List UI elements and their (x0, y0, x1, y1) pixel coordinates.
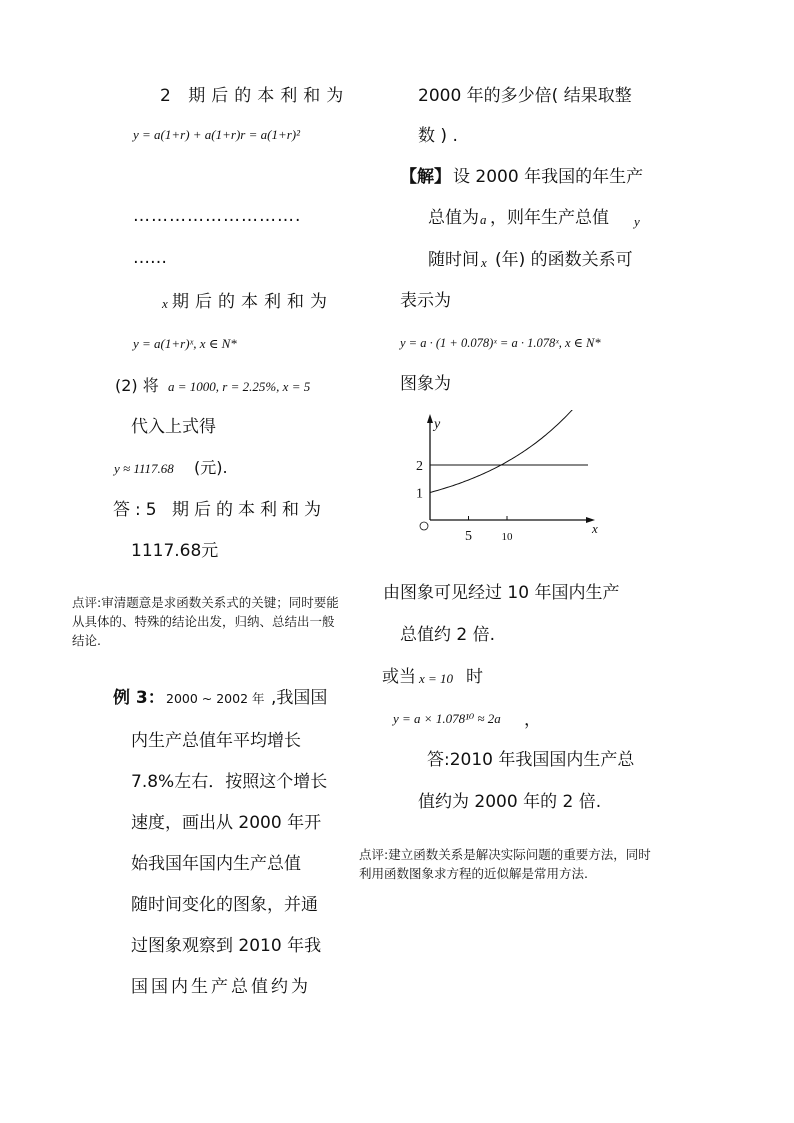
text-line: (2) 将 (115, 376, 159, 395)
text-line: 设 2000 年我国的年生产 (453, 167, 644, 187)
growth-chart (408, 410, 608, 550)
variable: y (634, 214, 640, 229)
text-line: 始我国年国内生产总值 (131, 854, 301, 874)
text-line: 由图象可见经过 10 年国内生产 (383, 583, 620, 603)
text-line: 总值为 (428, 208, 479, 228)
text-line: 过图象观察到 2010 年我 (131, 936, 322, 956)
solution-label: 【解】 (400, 167, 451, 187)
answer-line: 值约为 2000 年的 2 倍. (418, 792, 602, 812)
text-line: ， (524, 710, 541, 730)
variable: x (162, 296, 168, 311)
ellipsis: ………………………. (133, 206, 302, 226)
text-line: 随时间变化的图象，并通 (131, 895, 318, 915)
text-line: 表示为 (400, 291, 451, 311)
text-line: 7.8%左右．按照这个增长 (131, 772, 328, 792)
y-axis-label: y (434, 417, 441, 432)
formula: a = 1000, r = 2.25%, x = 5 (168, 379, 311, 394)
x-tick-label: 10 (501, 531, 513, 543)
note: 点评:建立函数关系是解决实际问题的重要方法，同时利用函数图象求方程的近似解是常用方法. (359, 847, 651, 881)
example-label: 例 3： (113, 688, 165, 708)
note: 点评:审清题意是求函数关系式的关键；同时要能从具体的、特殊的结论出发，归纳、总结出一般结论. (72, 595, 339, 648)
text-line: 随时间 (428, 250, 479, 270)
formula: y = a × 1.078¹⁰ ≈ 2a (393, 711, 501, 726)
text-line: (元). (194, 458, 228, 477)
variable: a (480, 212, 487, 227)
growth-curve (430, 410, 584, 493)
answer-line: 1117.68元 (131, 541, 219, 561)
text-line: ,我国国 (271, 688, 328, 708)
x-tick-label: 5 (465, 529, 472, 544)
text-line: 总值约 2 倍. (400, 625, 496, 645)
text-line: 时 (466, 667, 483, 687)
text-line: 2 期后的本利和为 (160, 86, 350, 106)
text-line: 国国内生产总值约为 (131, 977, 311, 997)
y-axis-arrow (427, 414, 433, 423)
text-line: 或当 (382, 667, 416, 687)
text-line: 2000 年的多少倍( 结果取整 (418, 86, 632, 106)
formula: y = a · (1 + 0.078)ˣ = a · 1.078ˣ, x ∈ N* (400, 336, 601, 350)
origin-marker (420, 522, 428, 530)
text-line: 数 ) . (418, 126, 458, 146)
formula: y = a(1+r) + a(1+r)r = a(1+r)² (133, 127, 301, 142)
formula: y = a(1+r)ˣ, x ∈ N* (133, 336, 237, 351)
text-line: 速度，画出从 2000 年开 (131, 813, 322, 833)
formula: x = 10 (419, 671, 454, 686)
y-tick-label: 2 (416, 459, 423, 474)
text-line: (年) 的函数关系可 (495, 250, 633, 270)
variable: x (481, 255, 487, 270)
y-tick-label: 1 (416, 486, 423, 502)
text-line: 期后的本利和为 (172, 292, 333, 312)
answer-line: 答:2010 年我国国内生产总 (427, 750, 635, 770)
x-axis-label: x (592, 521, 598, 536)
text-line: ，则年生产总值 (490, 208, 609, 228)
answer-line: 答:5 期后的本利和为 (113, 500, 326, 520)
text-line: 代入上式得 (131, 417, 216, 437)
text-line: 图象为 (400, 374, 451, 394)
text-line: 内生产总值年平均增长 (131, 731, 301, 751)
example-years: 2000 ~ 2002 年 (166, 691, 265, 706)
formula: y ≈ 1117.68 (114, 461, 174, 476)
ellipsis: …… (133, 248, 167, 268)
